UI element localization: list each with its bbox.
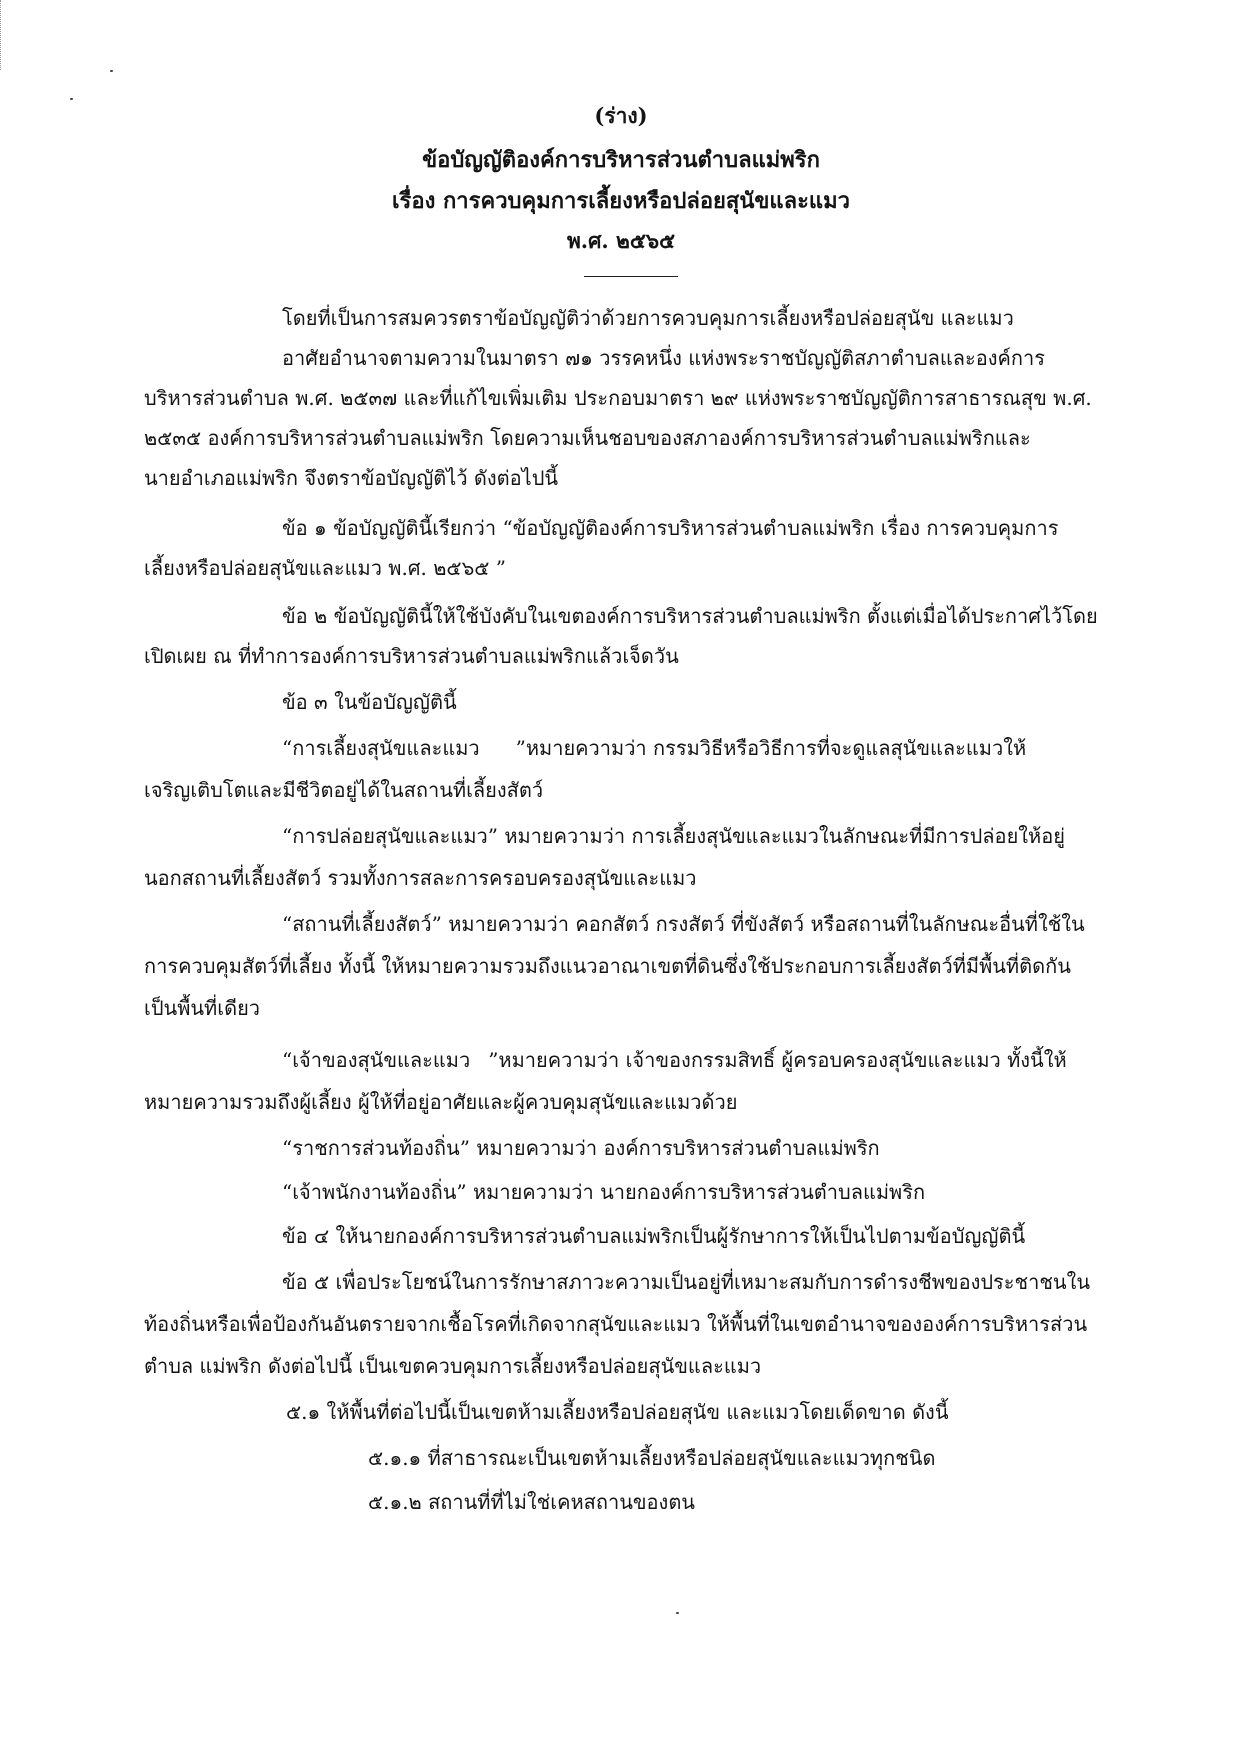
scan-speck xyxy=(676,1612,679,1614)
definition-3-line: เป็นพื้นที่เดียว xyxy=(144,996,261,1020)
authority-line: อาศัยอำนาจตามความในมาตรา ๗๑ วรรคหนึ่ง แห่งพระราชบัญญัติสภาตำบลและองค์การ xyxy=(282,346,1046,370)
scan-edge xyxy=(0,0,4,70)
definition-5-line: “ราชการส่วนท้องถิ่น” หมายความว่า องค์การบริหารส่วนตำบลแม่พริก xyxy=(282,1136,880,1160)
clause-5-line: ท้องถิ่นหรือเพื่อป้องกันอันตรายจากเชื้อโรคที่เกิดจากสุนัขและแมว ให้พื้นที่ในเขตอำนาจขององค์การบริหารส่วน xyxy=(144,1312,1088,1336)
definition-3-line: การควบคุมสัตว์ที่เลี้ยง ทั้งนี้ ให้หมายความรวมถึงแนวอาณาเขตที่ดินซึ่งใช้ประกอบการเลี้ยงสัตว์ที่มีพื้นที่ติดกัน xyxy=(144,954,1071,978)
clause-5-1-2-line: ๕.๑.๒ สถานที่ที่ไม่ใช่เคหสถานของตน xyxy=(368,1490,695,1514)
clause-5-1-1-line: ๕.๑.๑ ที่สาธารณะเป็นเขตห้ามเลี้ยงหรือปล่อยสุนัขและแมวทุกชนิด xyxy=(368,1446,936,1470)
authority-line: นายอำเภอแม่พริก จึงตราข้อบัญญัติไว้ ดังต่อไปนี้ xyxy=(144,466,559,490)
definition-text: ”หมายความว่า เจ้าของกรรมสิทธิ์ ผู้ครอบครองสุนัขและแมว ทั้งนี้ให้ xyxy=(488,1048,1067,1072)
definition-4-line xyxy=(282,1046,1067,1074)
definition-3-line: “สถานที่เลี้ยงสัตว์” หมายความว่า คอกสัตว์ กรงสัตว์ ที่ขังสัตว์ หรือสถานที่ในลักษณะอื่นที่ใช้ใน xyxy=(282,912,1085,936)
scan-speck xyxy=(110,70,113,72)
definition-term: “เจ้าของสุนัขและแมว xyxy=(282,1048,471,1072)
definition-term: “การเลี้ยงสุนัขและแมว xyxy=(282,736,480,760)
definition-6-line: “เจ้าพนักงานท้องถิ่น” หมายความว่า นายกองค์การบริหารส่วนตำบลแม่พริก xyxy=(282,1180,926,1204)
definition-2-line: “การปล่อยสุนัขและแมว” หมายความว่า การเลี้ยงสุนัขและแมวในลักษณะที่มีการปล่อยให้อยู่ xyxy=(282,824,1065,848)
clause-5-1-line: ๕.๑ ให้พื้นที่ต่อไปนี้เป็นเขตห้ามเลี้ยงหรือปล่อยสุนัข และแมวโดยเด็ดขาด ดังนี้ xyxy=(286,1400,949,1424)
clause-3-heading: ข้อ ๓ ในข้อบัญญัตินี้ xyxy=(282,690,457,714)
document-subject: เรื่อง การควบคุมการเลี้ยงหรือปล่อยสุนัขและแมว xyxy=(392,188,850,214)
clause-2-line: ข้อ ๒ ข้อบัญญัตินี้ให้ใช้บังคับในเขตองค์การบริหารส่วนตำบลแม่พริก ตั้งแต่เมื่อได้ประกาศไว้โดย xyxy=(282,604,1098,628)
document-year: พ.ศ. ๒๕๖๕ xyxy=(566,228,676,253)
definition-text: ”หมายความว่า กรรมวิธีหรือวิธีการที่จะดูแลสุนัขและแมวให้ xyxy=(515,736,1027,760)
definition-1-line xyxy=(282,734,1026,762)
preamble-line: โดยที่เป็นการสมควรตราข้อบัญญัติว่าด้วยการควบคุมการเลี้ยงหรือปล่อยสุนัข และแมว xyxy=(282,306,1014,330)
definition-1-line: เจริญเติบโตและมีชีวิตอยู่ได้ในสถานที่เลี้ยงสัตว์ xyxy=(144,778,544,802)
clause-5-line: ตำบล แม่พริก ดังต่อไปนี้ เป็นเขตควบคุมการเลี้ยงหรือปล่อยสุนัขและแมว xyxy=(144,1354,762,1378)
document-title: ข้อบัญญัติองค์การบริหารส่วนตำบลแม่พริก xyxy=(422,147,820,173)
clause-5-line: ข้อ ๕ เพื่อประโยชน์ในการรักษาสภาวะความเป็นอยู่ที่เหมาะสมกับการดำรงชีพของประชาชนใน xyxy=(282,1270,1091,1294)
draft-label: (ร่าง) xyxy=(594,103,648,128)
clause-4-line: ข้อ ๔ ให้นายกองค์การบริหารส่วนตำบลแม่พริกเป็นผู้รักษาการให้เป็นไปตามข้อบัญญัตินี้ xyxy=(282,1224,1026,1248)
clause-1-line: ข้อ ๑ ข้อบัญญัตินี้เรียกว่า “ข้อบัญญัติองค์การบริหารส่วนตำบลแม่พริก เรื่อง การควบคุมการ xyxy=(282,516,1059,540)
clause-2-line: เปิดเผย ณ ที่ทำการองค์การบริหารส่วนตำบลแม่พริกแล้วเจ็ดวัน xyxy=(144,644,679,668)
definition-2-line: นอกสถานที่เลี้ยงสัตว์ รวมทั้งการสละการครอบครองสุนัขและแมว xyxy=(144,866,697,890)
authority-line: ๒๕๓๕ องค์การบริหารส่วนตำบลแม่พริก โดยความเห็นชอบของสภาองค์การบริหารส่วนตำบลแม่พริกและ xyxy=(144,426,1031,450)
authority-line: บริหารส่วนตำบล พ.ศ. ๒๕๓๗ และที่แก้ไขเพิ่มเติม ประกอบมาตรา ๒๙ แห่งพระราชบัญญัติการสาธารณสุข พ.ศ. xyxy=(144,386,1092,410)
clause-1-line: เลี้ยงหรือปล่อยสุนัขและแมว พ.ศ. ๒๕๖๕ ” xyxy=(144,556,506,580)
title-divider xyxy=(584,276,678,277)
definition-4-line: หมายความรวมถึงผู้เลี้ยง ผู้ให้ที่อยู่อาศัยและผู้ควบคุมสุนัขและแมวด้วย xyxy=(144,1090,738,1114)
